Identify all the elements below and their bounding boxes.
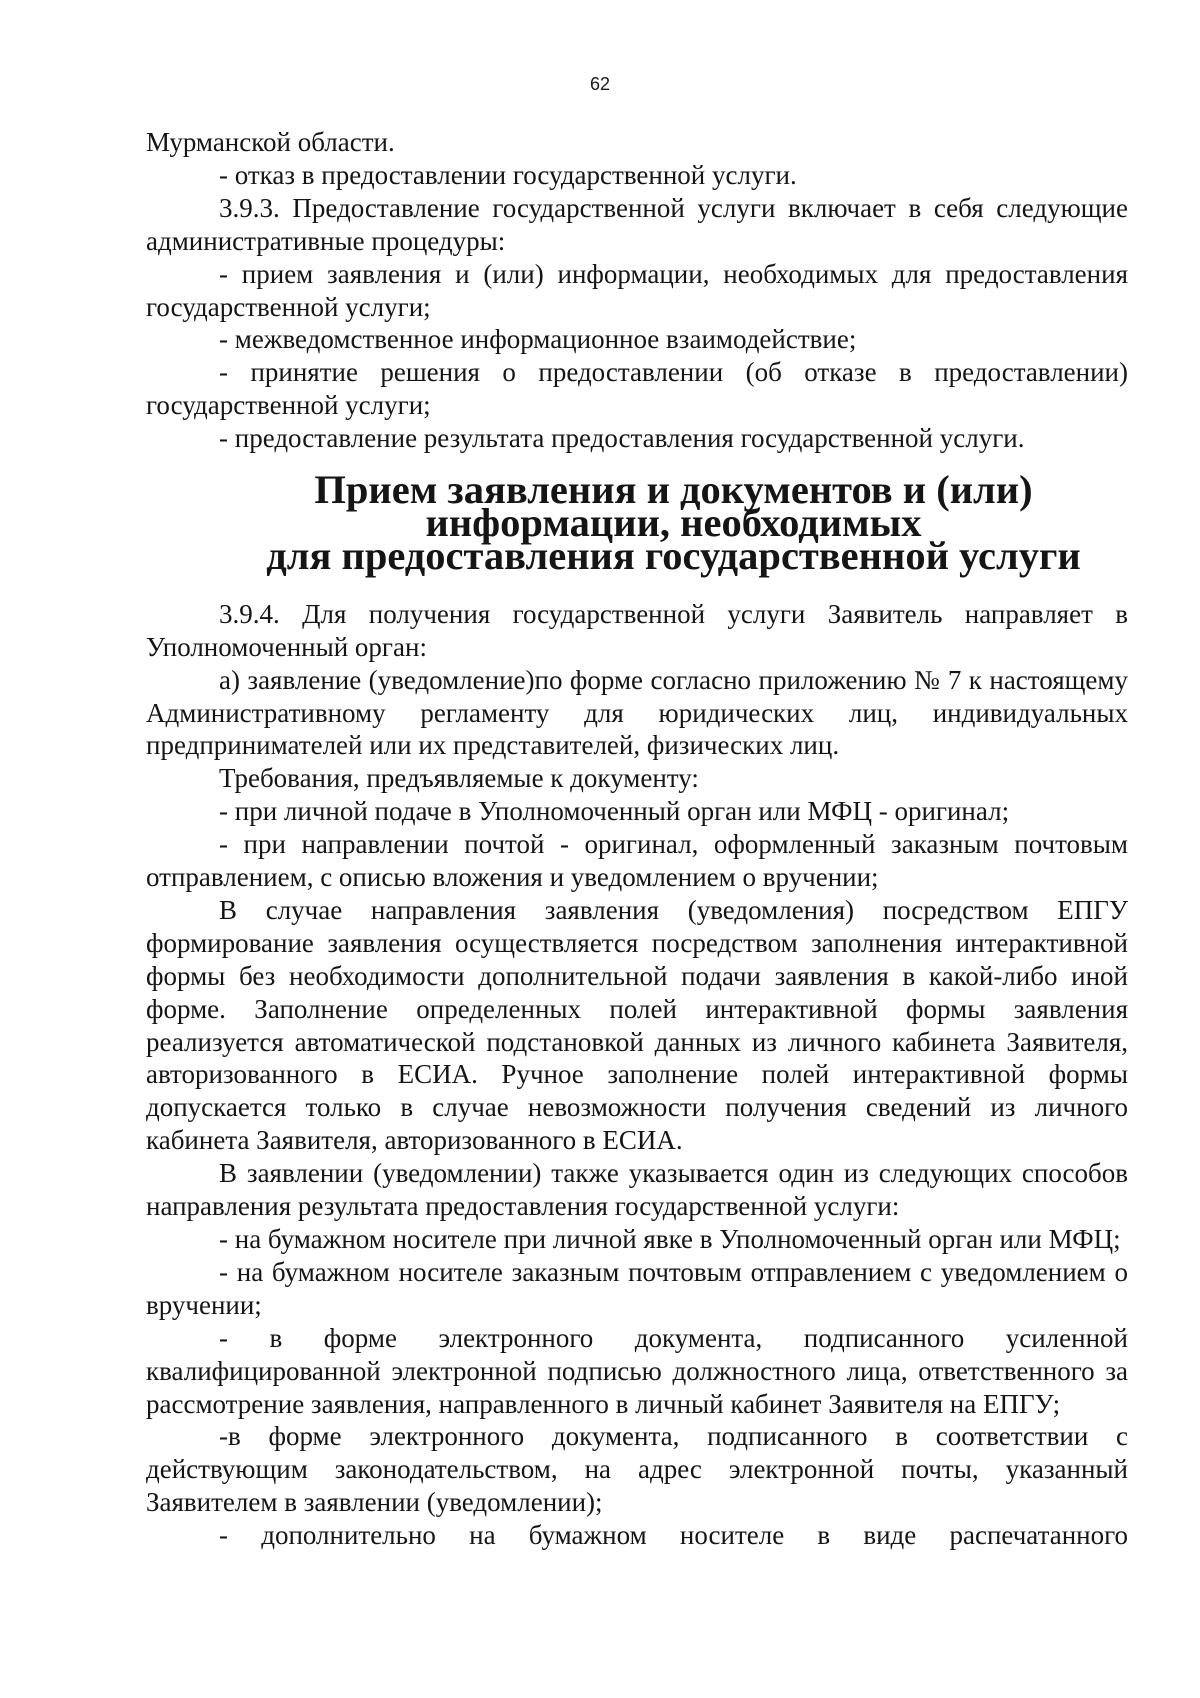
section-heading-line-2: для предоставления государственной услуги bbox=[266, 532, 1081, 578]
paragraph: Мурманской области. bbox=[146, 127, 395, 157]
list-item: - при направлении почтой - оригинал, оформленный заказным почтовым отправлением, с описью вложения и уведомлением о вручении; bbox=[146, 829, 1128, 893]
list-item: -в форме электронного документа, подписанного в соответствии с действующим законодательством, на адрес электронной почты, указанный Заявителем в заявлении (уведомлении); bbox=[146, 1421, 1128, 1518]
paragraph-3-9-3: 3.9.3. Предоставление государственной услуги включает в себя следующие административные процедуры: bbox=[146, 192, 1128, 256]
list-item: - дополнительно на бумажном носителе в виде распечатанного bbox=[219, 1520, 1128, 1551]
section-heading-line-1: Прием заявления и документов и (или) информации, необходимых bbox=[314, 467, 1033, 545]
paragraph: - отказ в предоставлении государственной услуги. bbox=[219, 159, 797, 190]
document-body bbox=[146, 126, 1128, 1552]
paragraph-item-a: а) заявление (уведомление)по форме согласно приложению № 7 к настоящему Административному регламенту для юридических лиц, индивидуальных предпринимателей или их представителей, физических лиц. bbox=[146, 664, 1128, 761]
paragraph: Требования, предъявляемые к документу: bbox=[219, 763, 699, 794]
list-item: - на бумажном носителе при личной явке в Уполномоченный орган или МФЦ; bbox=[219, 1224, 1121, 1254]
paragraph-3-9-4: 3.9.4. Для получения государственной услуги Заявитель направляет в Уполномоченный орган: bbox=[146, 598, 1128, 662]
page-number: 62 bbox=[589, 74, 611, 94]
paragraph: В заявлении (уведомлении) также указывается один из следующих способов направления результата предоставления государственной услуги: bbox=[146, 1158, 1128, 1222]
paragraph: В случае направления заявления (уведомления) посредством ЕПГУ формирование заявления осуществляется посредством заполнения интерактивной формы без необходимости дополнительной подачи заявления в какой-либо иной форме. Заполнение определенных полей интерактивной формы заявления реализуется автоматической подстановкой данных из личного кабинета Заявителя, авторизованного в ЕСИА. Ручное заполнение полей интерактивной формы допускается только в случае невозможности получения сведений из личного кабинета Заявителя, авторизованного в ЕСИА. bbox=[146, 894, 1128, 1156]
list-item: - прием заявления и (или) информации, необходимых для предоставления государственной услуги; bbox=[146, 258, 1128, 322]
list-item: - при личной подаче в Уполномоченный орган или МФЦ - оригинал; bbox=[219, 796, 1010, 827]
list-item: - принятие решения о предоставлении (об отказе в предоставлении) государственной услуги; bbox=[146, 357, 1128, 421]
section-heading bbox=[146, 467, 1128, 578]
list-item: - предоставление результата предоставления государственной услуги. bbox=[219, 423, 1025, 454]
list-item: - на бумажном носителе заказным почтовым отправлением с уведомлением о вручении; bbox=[146, 1256, 1128, 1320]
list-item: - в форме электронного документа, подписанного усиленной квалифицированной электронной подписью должностного лица, ответственного за рассмотрение заявления, направленного в личный кабинет Заявителя на ЕПГУ; bbox=[146, 1322, 1128, 1419]
list-item: - межведомственное информационное взаимодействие; bbox=[219, 324, 857, 355]
